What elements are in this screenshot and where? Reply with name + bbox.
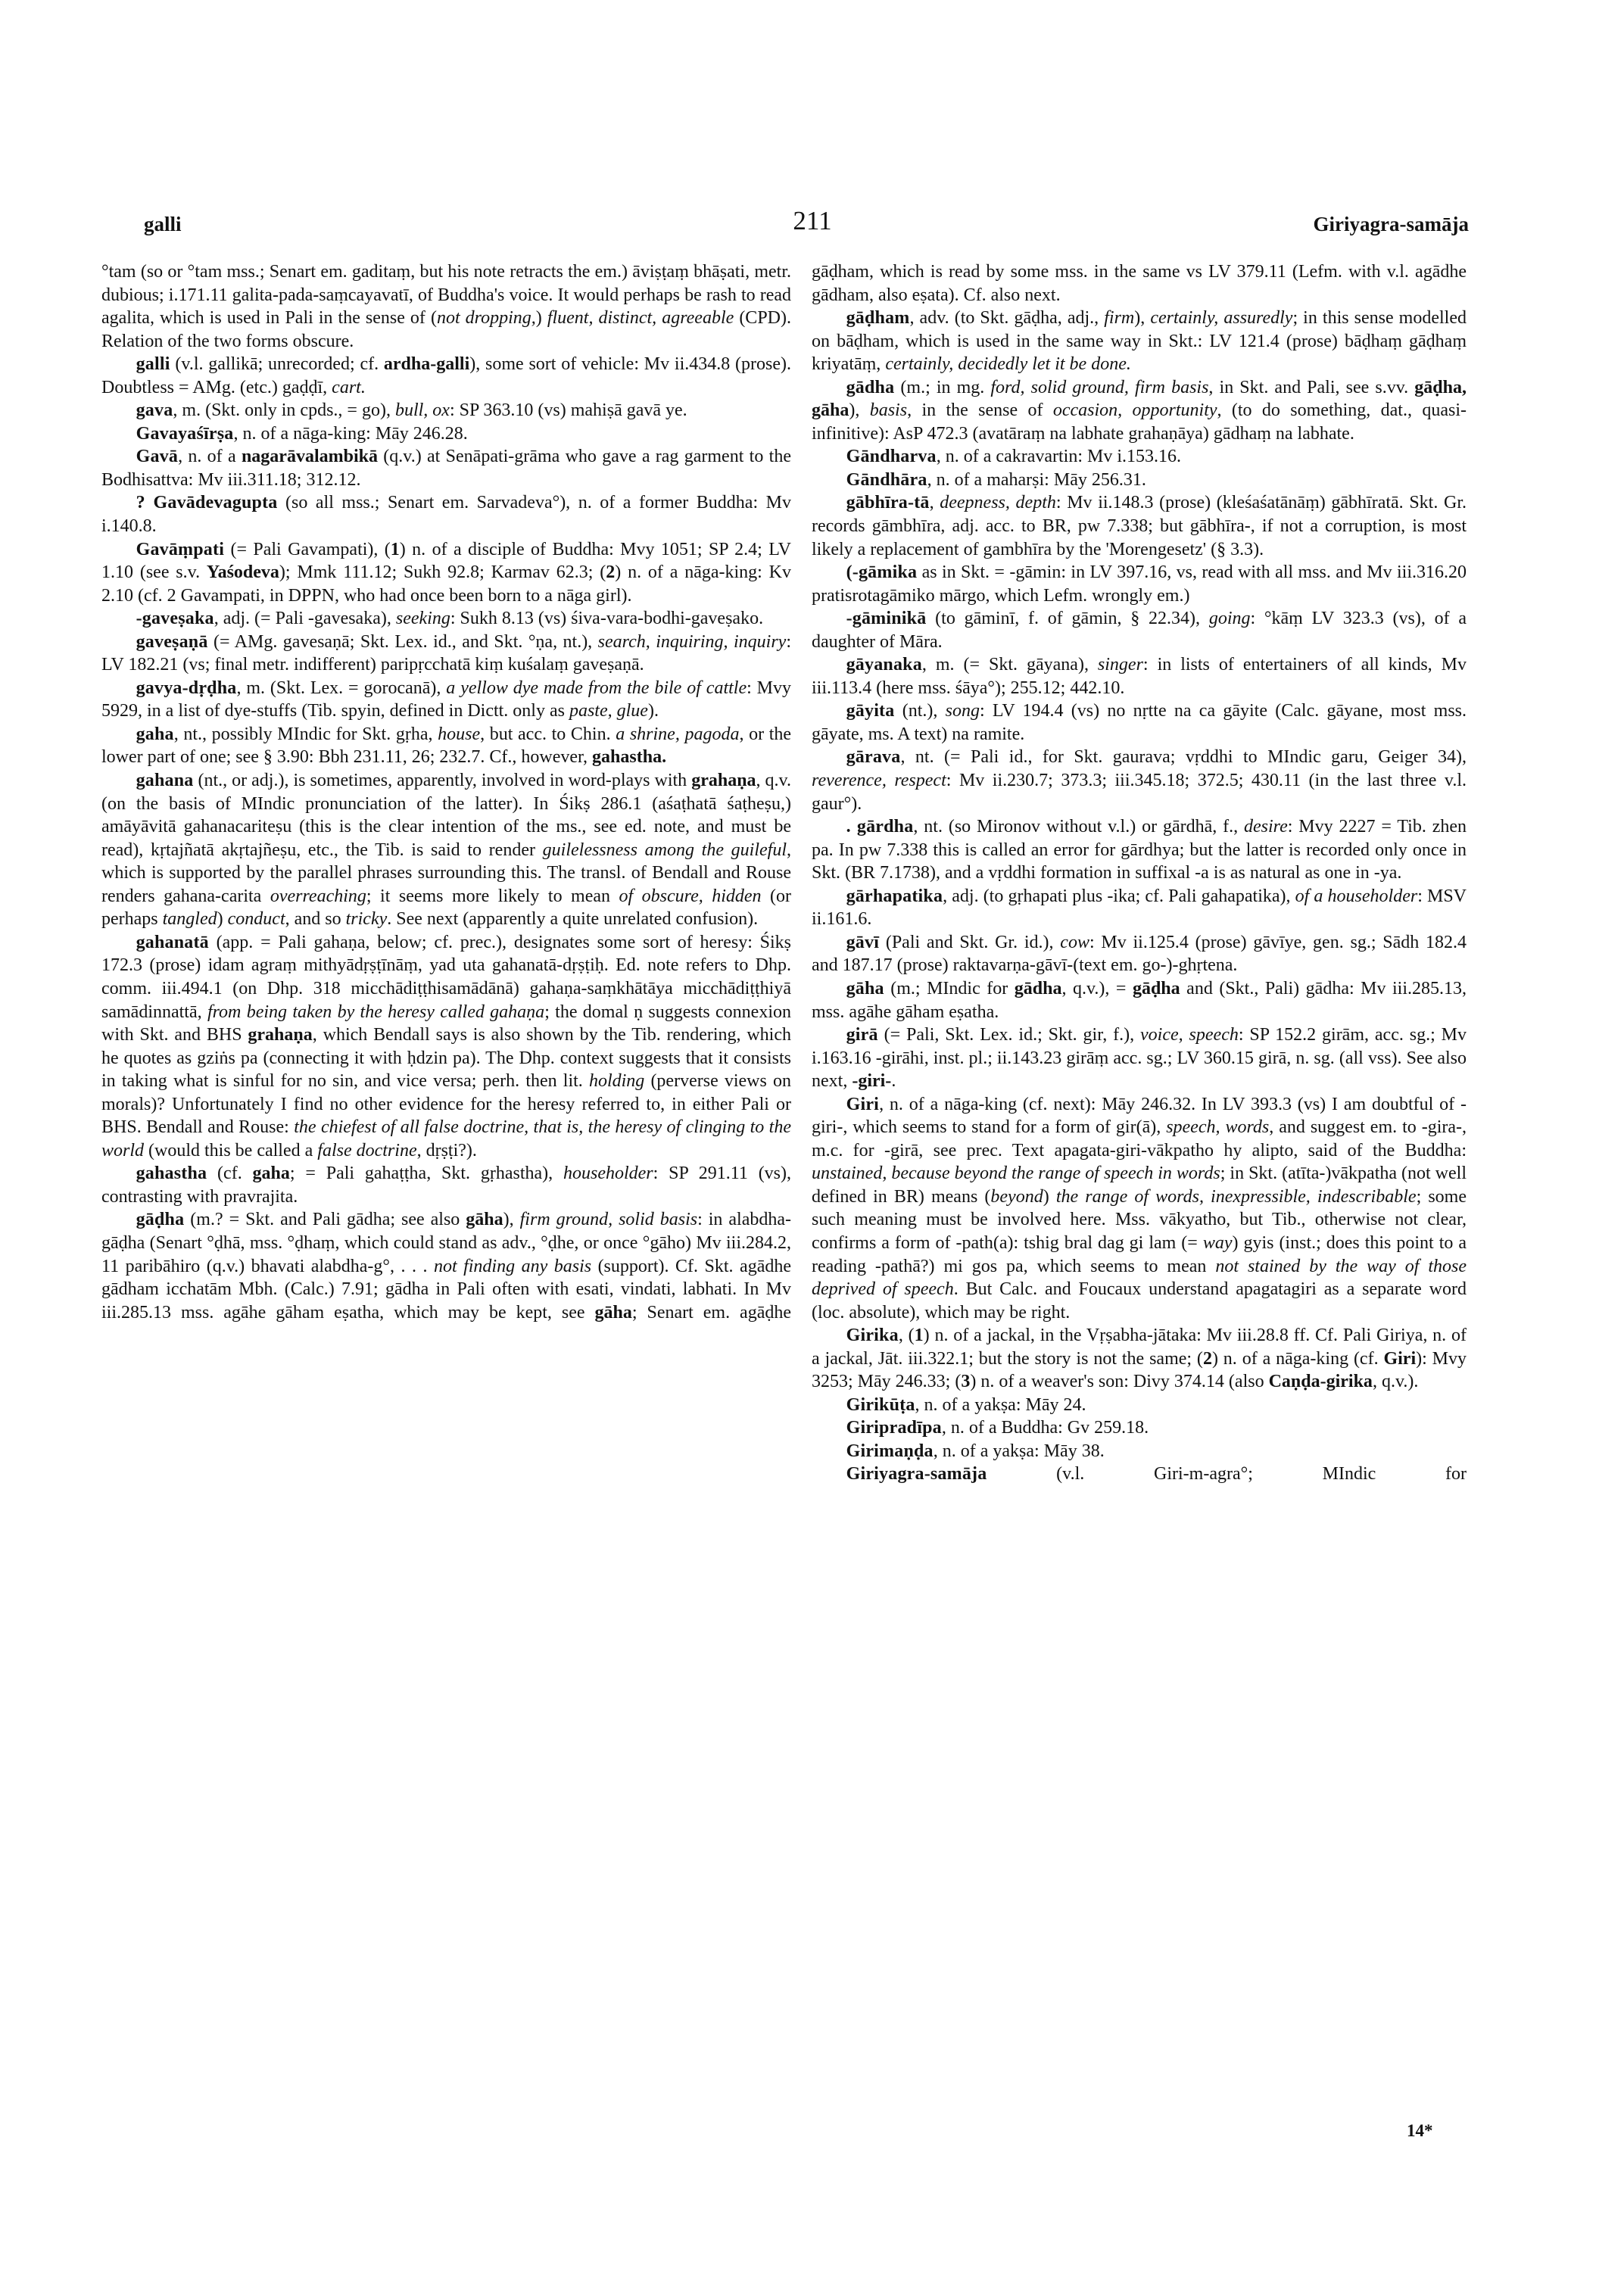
text-run: : Mv ii.230.7; 373.3; iii.345.18; 372.5; 430.11 (in the last three v.l. gaur°). <box>812 771 1467 814</box>
text-run: , adj. (to gṛhapati plus -ika; cf. Pali gahapatika), <box>943 886 1295 906</box>
entry-headword: Girimaṇḍa <box>846 1441 934 1461</box>
text-run: certainly, assuredly <box>1150 308 1293 329</box>
text-run: : Sukh 8.13 (vs) śiva-vara-bodhi-gaveṣako. <box>450 609 764 629</box>
text-run: , which Bendall says is also shown by the Tib. rendering, which he quotes as gziṅs pa (connecting it with ḥdzin pa). The Dhp. context suggests that it consists in taking what is sinful for no sin, and vice versa; perh. then lit. <box>101 1025 791 1092</box>
text-run: , n. of a cakravartin: Mv i.153.16. <box>936 447 1182 467</box>
dictionary-entry <box>812 561 1467 607</box>
text-run: , which is supported by the parallel phrases surrounding this. The transl. of Bendall and Rouse renders gahana-carita <box>101 840 791 906</box>
text-run: ; Senart em. agāḍhe <box>631 1302 791 1323</box>
text-run: ; some such meaning must be involved here. Mss. vākyatho, but Tib., otherwise not clear, confirms a form of -path(a): tshig bral dag gi lam (= <box>812 1186 1467 1253</box>
entry-continuation <box>101 260 791 353</box>
dictionary-entry <box>812 307 1467 376</box>
text-run: , n. of a nāga-king (cf. next): Māy 246.32. In LV 393.3 (vs) I am doubtful of -giri-, which seems to stand for a form of gir(ā), <box>812 1094 1467 1138</box>
text-run: ), some sort of vehicle: Mv ii.434.8 (prose). Doubtless = AMg. (etc.) gaḍḍī, <box>101 354 791 397</box>
text-run: . See next (apparently a quite unrelated confusion). <box>387 909 759 930</box>
text-run: ) <box>1043 1186 1056 1207</box>
text-run: gādha <box>1014 978 1062 999</box>
text-run: ; it seems more likely to mean <box>366 886 619 906</box>
text-run: 1 <box>914 1326 924 1346</box>
text-run: , and so <box>285 909 346 930</box>
text-run: false doctrine <box>317 1140 417 1161</box>
text-run: ford, solid ground, firm basis <box>990 377 1209 397</box>
entry-headword: gaha <box>136 724 174 744</box>
text-run: , q.v. (on the basis of MIndic pronunciation of the latter). In Śikṣ 286.1 (aśaṭhatā śaṭheṣu,) amāyāvitā gahanacariteṣu (this is the clear intention of the ms., see ed. note, and must be read), kṛtajñatā akṛtajñeṣu, etc., the Tib. is said to render <box>101 771 791 860</box>
entry-headword: gārhapatika <box>846 886 943 906</box>
text-run: guilelessness among the guileful <box>542 840 787 860</box>
text-run: of a householder <box>1295 886 1418 906</box>
text-run: : Mv ii.148.3 (prose) (kleśaśatānāṃ) gābhīratā. Skt. Gr. records gāmbhīra, adj. acc. to BR, pw 7.338; but gābhīra-, if not a corruption, is most likely a replacement of gambhīra by the 'Morengesetz' (§ 3.3). <box>812 493 1467 559</box>
entry-headword: gahanatā <box>136 932 209 952</box>
entry-headword: gaveṣaṇā <box>136 631 208 652</box>
dictionary-entry <box>101 422 791 446</box>
text-run: , ( <box>898 1326 915 1346</box>
text-run: (= AMg. gavesaṇā; Skt. Lex. id., and Skt. °ṇa, nt.), <box>207 631 598 652</box>
text-run: (= Pali Gavampati), ( <box>224 539 391 559</box>
dictionary-entry <box>812 1416 1467 1440</box>
text-run: . But Calc. and Foucaux understand apagatagiri as a separate word (loc. absolute), which may be right. <box>812 1279 1467 1323</box>
text-run: , and suggest em. to -gira-, m.c. for -girā, see prec. Text apagata-giri-vākpatho hy alipto, said of the Buddha: <box>812 1117 1467 1161</box>
entry-headword: gāyanaka <box>846 655 922 675</box>
dictionary-entry <box>101 723 791 769</box>
text-run: not stained by the way of those deprived of speech <box>812 1256 1467 1300</box>
text-run: Giri <box>1383 1348 1417 1369</box>
text-run: (v.l. Giri-m-agra°; MIndic for <box>987 1464 1467 1485</box>
entry-headword: girā <box>846 1025 878 1045</box>
text-run: -giri- <box>852 1071 892 1092</box>
dictionary-entry <box>812 931 1467 977</box>
dictionary-entry <box>101 631 791 677</box>
entry-headword: gāvī <box>846 932 880 952</box>
text-run: ) <box>217 909 228 930</box>
entry-headword: gārava <box>846 747 901 768</box>
text-run: ), <box>849 400 870 421</box>
dictionary-entry <box>812 469 1467 492</box>
text-run: (cf. <box>207 1164 253 1184</box>
entry-headword: ? Gavādevagupta <box>136 493 278 513</box>
text-run: a shrine, pagoda <box>616 724 740 744</box>
text-run: 2 <box>1202 1348 1212 1369</box>
dictionary-entry <box>101 607 791 631</box>
text-run: the range of words, inexpressible, indescribable <box>1055 1186 1417 1207</box>
text-run: bull, ox <box>394 400 450 421</box>
running-head-left: galli <box>144 213 182 235</box>
text-run: , adj. (= Pali -gavesaka), <box>214 609 396 629</box>
text-run: gāha <box>594 1302 632 1323</box>
dictionary-entry <box>101 491 791 537</box>
text-run: ) n. of a jackal, in the Vṛṣabha-jātaka: Mv iii.28.8 ff. Cf. Pali Giriya, n. of a jackal, Jāt. iii.322.1; but the story is not the same; ( <box>812 1326 1467 1369</box>
text-run: ) <box>535 308 547 329</box>
text-run: ; in Skt. (atīta-)vākpatha (not well defined in BR) means ( <box>812 1164 1467 1207</box>
entry-headword: Gāndhāra <box>846 469 927 490</box>
text-run: house <box>438 724 481 744</box>
entry-headword: gābhīra-tā <box>846 493 930 513</box>
text-run: fluent, distinct, agreeable <box>547 308 734 329</box>
text-run: seeking <box>395 609 450 629</box>
text-run: : Mvy 5929, in a list of dye-stuffs (Tib. spyin, defined in Dictt. only as <box>101 678 791 721</box>
text-run: , m. (Skt. Lex. = gorocanā), <box>236 678 447 698</box>
text-run: (nt., or adj.), is sometimes, apparently, involved in word-plays with <box>193 771 692 791</box>
text-run: : MSV ii.161.6. <box>812 886 1467 930</box>
text-run: not finding any basis <box>433 1256 592 1276</box>
dictionary-entry <box>812 491 1467 561</box>
text-run: not dropping, <box>436 308 536 329</box>
dictionary-entry <box>101 1208 791 1324</box>
text-run: song <box>945 701 980 721</box>
entry-headword: Gāndharva <box>846 447 937 467</box>
text-run: ; the domal ṇ suggests connexion with Skt. and BHS <box>101 1002 792 1045</box>
text-run: , m. (Skt. only in cpds., = go), <box>173 400 395 421</box>
text-run: grahaṇa <box>691 771 756 791</box>
text-run: ) n. of a disciple of Buddha: Mvy 1051; SP 2.4; LV 1.10 (see s.v. <box>101 539 792 583</box>
text-run: (or perhaps <box>101 886 792 930</box>
text-run: singer <box>1097 655 1143 675</box>
text-run: (m.; MIndic for <box>884 978 1015 999</box>
entry-headword: Gavā <box>136 447 179 467</box>
entry-headword: gahana <box>136 771 194 791</box>
entry-headword: Gavayaśīrṣa <box>136 423 234 444</box>
text-run: householder <box>563 1164 653 1184</box>
entry-headword: gādha <box>846 377 895 397</box>
text-run: gāḍham, which is read by some mss. in the same vs LV 379.11 (Lefm. with v.l. agādhe gādham, also eṣata). Cf. also next. <box>812 262 1467 305</box>
dictionary-entry <box>812 607 1467 653</box>
text-run: ) n. of a nāga-king: Kv 2.10 (cf. 2 Gavampati, in DPPN, who had once been born to a nāga girl). <box>101 562 791 606</box>
page-number: 211 <box>793 206 832 235</box>
text-run: gāha <box>466 1210 503 1230</box>
running-head-right: Giriyagra-samāja <box>1313 213 1469 235</box>
dictionary-entry <box>101 445 791 491</box>
text-run: : Mv ii.125.4 (prose) gāvīye, gen. sg.; Sādh 182.4 and 187.17 (prose) raktavarṇa-gāvī-(text em. go-)-ghṛtena. <box>812 932 1467 976</box>
dictionary-entry <box>812 376 1467 446</box>
text-run: tangled <box>162 909 217 930</box>
entry-headword: Giripradīpa <box>846 1418 942 1438</box>
entry-headword: gāḍham <box>846 308 910 329</box>
text-run: (Pali and Skt. Gr. id.), <box>879 932 1061 952</box>
entry-headword: -gāminikā <box>846 609 927 629</box>
text-run: , dṛṣṭi?). <box>416 1140 477 1161</box>
text-run: gaha <box>252 1164 290 1184</box>
text-run: cow <box>1060 932 1089 952</box>
dictionary-entry <box>812 699 1467 746</box>
text-run: firm ground, solid basis <box>519 1210 698 1230</box>
text-run: ), <box>503 1210 520 1230</box>
text-run: search, inquiring, inquiry <box>597 631 787 652</box>
dictionary-entry <box>812 445 1467 469</box>
entry-headword: gāyita <box>846 701 895 721</box>
text-run: overreaching <box>270 886 366 906</box>
signature-mark: 14* <box>1407 2121 1433 2140</box>
text-run: going <box>1208 609 1251 629</box>
dictionary-entry <box>812 1324 1467 1394</box>
entry-headword: Girikūṭa <box>846 1394 915 1415</box>
text-run: ): Mvy 3253; Māy 246.33; ( <box>812 1348 1467 1392</box>
text-run: grahaṇa <box>248 1025 313 1045</box>
text-run: 2 <box>606 562 616 583</box>
text-run: ) n. of a weaver's son: Divy 374.14 (also <box>970 1372 1269 1392</box>
text-run: the chiefest of all false doctrine, that is, the heresy of clinging to the world <box>101 1117 792 1161</box>
text-run: . <box>891 1071 896 1092</box>
entry-headword: gahastha <box>136 1164 207 1184</box>
dictionary-entry <box>812 1093 1467 1324</box>
text-run: : SP 291.11 (vs), contrasting with pravrajita. <box>101 1164 792 1207</box>
text-run: speech, words <box>1166 1117 1270 1138</box>
dictionary-entry <box>812 1394 1467 1417</box>
text-run: : LV 194.4 (vs) no nṛtte na ca gāyite (Calc. gāyane, most mss. gāyate, ms. A text) na ramite. <box>812 701 1467 744</box>
text-run: (would this be called a <box>144 1140 318 1161</box>
text-run: (nt.), <box>894 701 946 721</box>
text-run: ). <box>647 701 659 721</box>
dictionary-entry <box>812 653 1467 699</box>
dictionary-entry <box>101 1162 791 1208</box>
text-run: : °kāṃ LV 323.3 (vs), of a daughter of Māra. <box>812 609 1467 652</box>
dictionary-entry <box>101 538 791 608</box>
text-run: Caṇḍa-girika <box>1268 1372 1373 1392</box>
text-run: (app. = Pali gahaṇa, below; cf. prec.), designates some sort of heresy: Śikṣ 172.3 (prose) idam agraṃ mithyādṛṣṭīnāṃ, yad uta gahanatā-dṛṣṭiḥ. Ed. note refers to Dhp. comm. iii.494.1 (on Dhp. 318 micchādiṭṭhisamādānā) gahaṇa-saṃkhātāya micchādiṭṭhiyā samādinnattā, <box>101 932 791 1022</box>
dictionary-entry <box>812 1023 1467 1093</box>
text-run: tricky <box>345 909 388 930</box>
text-run: ) gyis (inst.; does this point to a reading -pathā?) mi gos pa, which seems to mean <box>812 1232 1467 1276</box>
text-run: way <box>1202 1232 1233 1253</box>
text-run: and (Skt., Pali) gādha: Mv iii.285.13, mss. agāhe gāham eṣatha. <box>812 978 1467 1022</box>
text-run: ), <box>1134 308 1151 329</box>
text-run: holding <box>588 1071 645 1092</box>
text-run: , n. of a maharṣi: Māy 256.31. <box>927 469 1146 490</box>
entry-headword: Gavāṃpati <box>136 539 225 559</box>
text-run: certainly, decidedly let it be done. <box>885 354 1131 375</box>
dictionary-entry <box>812 885 1467 931</box>
dictionary-entry <box>101 399 791 422</box>
text-run: (q.v.) at Senāpati-grāma who gave a rag garment to the Bodhisattva: Mv iii.311.18; 312.12. <box>101 447 791 490</box>
text-run: ; = Pali gahaṭṭha, Skt. gṛhastha), <box>289 1164 563 1184</box>
entry-headword: galli <box>136 354 170 375</box>
text-run: , (to do something, dat., quasi-infinitive): AsP 472.3 (avatāraṃ na labhate grahaṇāya) gādhaṃ na labhate. <box>812 400 1467 444</box>
text-run: (m.; in mg. <box>894 377 991 397</box>
text-run: , n. of a <box>178 447 242 467</box>
text-run: , adv. (to Skt. gāḍha, adj., <box>909 308 1105 329</box>
dictionary-entry <box>812 1440 1467 1463</box>
text-run: beyond <box>990 1186 1043 1207</box>
text-run: Yaśodeva <box>206 562 279 583</box>
entry-headword: gāha <box>846 978 884 999</box>
text-run: (= Pali, Skt. Lex. id.; Skt. gir, f.), <box>877 1025 1141 1045</box>
text-run: gāḍha, gāha <box>812 377 1467 421</box>
entry-headword: (-gāmika <box>846 562 918 583</box>
text-run: (m.? = Skt. and Pali gādha; see also <box>184 1210 466 1230</box>
text-run: : SP 152.2 girām, acc. sg.; Mv i.163.16 -girāhi, inst. pl.; ii.143.23 girāṃ acc. sg.; LV 360.15 girā, n. sg. (all vss). See also next, <box>812 1025 1467 1092</box>
text-run: , <box>929 493 940 513</box>
text-run: 3 <box>961 1372 971 1392</box>
text-run: ) n. of a nāga-king (cf. <box>1211 1348 1384 1369</box>
text-run: (CPD). Relation of the two forms obscure. <box>101 308 791 351</box>
text-run: : SP 363.10 (vs) mahiṣā gavā ye. <box>449 400 687 421</box>
text-run: , q.v.), = <box>1061 978 1133 999</box>
text-run: ); Mmk 111.12; Sukh 92.8; Karmav 62.3; ( <box>279 562 606 583</box>
dictionary-entry <box>101 769 791 931</box>
text-run: conduct <box>227 909 285 930</box>
entry-headword: Giri <box>846 1094 880 1114</box>
entry-continuation <box>812 260 1467 307</box>
text-run: , in Skt. and Pali, see s.vv. <box>1208 377 1415 397</box>
text-run: (so all mss.; Senart em. Sarvadeva°), n. of a former Buddha: Mv i.140.8. <box>101 493 791 537</box>
dictionary-entry <box>101 677 791 723</box>
text-run: , m. (= Skt. gāyana), <box>921 655 1098 675</box>
text-run: (v.l. gallikā; unrecorded; cf. <box>170 354 384 375</box>
text-run: , but acc. to Chin. <box>480 724 616 744</box>
text-run: (to gāminī, f. of gāmin, § 22.34), <box>926 609 1209 629</box>
text-run: , or the lower part of one; see § 3.90: Bbh 231.11, 26; 232.7. Cf., however, <box>101 724 792 768</box>
text-run: (support). Cf. Skt. agādhe gādham icchatām Mbh. (Calc.) 7.91; gādha in Pali often with esati, vindati, labhati. In Mv iii.285.13 mss. agāhe gāham eṣatha, which may be kept, see <box>101 1256 791 1323</box>
text-run: , q.v.). <box>1372 1372 1419 1392</box>
dictionary-entry <box>812 977 1467 1023</box>
text-run: of obscure, hidden <box>619 886 762 906</box>
text-run: firm <box>1104 308 1135 329</box>
left-column <box>101 260 791 1324</box>
dictionary-entry <box>101 353 791 399</box>
text-run: : LV 182.21 (vs; final metr. indifferent) paripṛcchatā kiṃ kuśalaṃ gaveṣaṇā. <box>101 631 791 675</box>
dictionary-entry <box>101 931 791 1162</box>
text-run: ; in this sense modelled on bāḍham, which is used in the same way in Skt.: LV 121.4 (prose) bāḍhaṃ gāḍhaṃ kriyatāṃ, <box>812 308 1467 375</box>
text-run: gāḍha <box>1132 978 1180 999</box>
text-run: , in the sense of <box>907 400 1053 421</box>
text-run: paste, glue <box>569 701 648 721</box>
text-run: basis <box>869 400 908 421</box>
entry-headword: Girika <box>846 1326 899 1346</box>
text-run: (perverse views on morals)? Unfortunately I find no other evidence for the heresy referred to, in either Pali or BHS. Bendall and Rouse: <box>101 1071 792 1138</box>
text-run: °tam (so or °tam mss.; Senart em. gaditaṃ, but his note retracts the em.) āviṣṭaṃ bhāṣati, metr. dubious; i.171.11 galita-pada-saṃcayavatī, of Buddha's voice. It would perhaps be rash to read agalita, which is used in Pali in the sense of ( <box>101 262 791 329</box>
dictionary-entry <box>812 815 1467 885</box>
text-run: nagarāvalambikā <box>241 447 378 467</box>
text-run: : in alabdha-gāḍha (Senart °ḍhā, mss. °ḍhaṃ, which could stand as adv., °ḍhe, or once °gāho) Mv iii.284.2, 11 paribāhiro (q.v.) bhavati alabdha-g°, . . . <box>101 1210 791 1276</box>
text-run: , n. of a yakṣa: Māy 24. <box>915 1394 1086 1415</box>
text-run: occasion, opportunity <box>1052 400 1217 421</box>
text-run: , n. of a nāga-king: Māy 246.28. <box>233 423 468 444</box>
entry-headword: . gārdha <box>846 817 914 837</box>
text-run: , nt. (so Mironov without v.l.) or gārdhā, f., <box>913 817 1244 837</box>
text-run: from being taken by the heresy called gahaṇa <box>207 1002 545 1022</box>
entry-headword: Giriyagra-samāja <box>846 1464 987 1485</box>
right-column <box>812 260 1467 1486</box>
text-run: reverence, respect <box>812 771 946 791</box>
text-run: gahastha. <box>592 747 667 768</box>
entry-headword: gavya-dṛḍha <box>136 678 237 698</box>
entry-headword: gava <box>136 400 173 421</box>
entry-headword: gāḍha <box>136 1210 185 1230</box>
text-run: 1 <box>390 539 400 559</box>
text-run: deepness, depth <box>940 493 1056 513</box>
text-run: voice, speech <box>1140 1025 1239 1045</box>
text-run: ardha-galli <box>383 354 470 375</box>
dictionary-entry <box>812 1463 1467 1486</box>
text-run: : in lists of entertainers of all kinds, Mv iii.113.4 (here mss. śāya°); 255.12; 442.10. <box>812 655 1467 698</box>
text-run: , n. of a Buddha: Gv 259.18. <box>941 1418 1149 1438</box>
text-run: , nt., possibly MIndic for Skt. gṛha, <box>173 724 438 744</box>
text-run: cart. <box>332 377 366 397</box>
text-run: , n. of a yakṣa: Māy 38. <box>933 1441 1105 1461</box>
entry-headword: -gaveṣaka <box>136 609 214 629</box>
text-run: : Mvy 2227 = Tib. zhen pa. In pw 7.338 this is called an error for gārdhya; but the latter is recorded only once in Skt. (BR 7.1738), and a vṛddhi formation in suffixal -a is as natural as one in -ya. <box>812 817 1467 883</box>
text-run: a yellow dye made from the bile of cattle <box>446 678 747 698</box>
dictionary-entry <box>812 746 1467 815</box>
text-run: , nt. (= Pali id., for Skt. gaurava; vṛddhi to MIndic garu, Geiger 34), <box>900 747 1467 768</box>
text-run: desire <box>1243 817 1288 837</box>
text-run: as in Skt. = -gāmin: in LV 397.16, vs, read with all mss. and Mv iii.316.20 pratisrotagāmiko mārgo, which Lefm. wrongly em.) <box>812 562 1467 606</box>
text-run: unstained, because beyond the range of speech in words <box>812 1164 1220 1184</box>
